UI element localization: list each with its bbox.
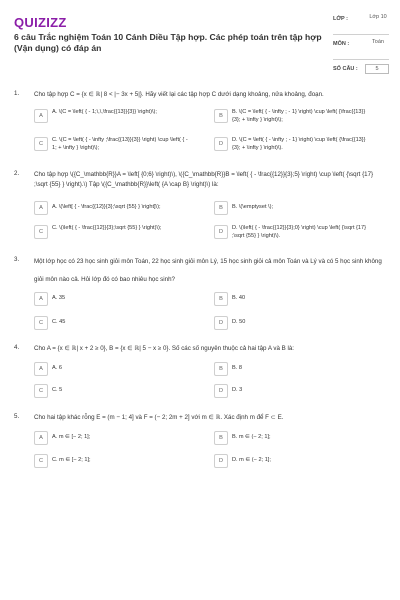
question-text: Cho tập hợp \({C_\mathbb{R}}A = \left[ {0;6} \right)\), \({C_\mathbb{R}}B = \left( { - \frac{{12}}{3};5} \right) \cup \left( {\sqrt {17} ;\sqrt {55} } \right).\) Tập \({C_\mathbb{R}}\left( {A \cap B} \right)\) là:: [34, 171, 374, 188]
worksheet-header: [0, 0, 400, 80]
question-text: Một lớp học có 23 học sinh giỏi môn Toán, 22 học sinh giỏi môn Lý, 15 học sinh giỏi cả môn Toán và Lý và có 5 học sinh không giỏi môn nào cả. Hỏi lớp đó có bao nhiêu học sinh?: [34, 258, 382, 283]
option-text: C. \(\left( { - \frac{{12}}{3};\sqrt {55} } \right)\);: [52, 225, 162, 231]
question-text: Cho tập hợp C = {x ∈ ℝ| 8 < |− 3x + 5|}. Hãy viết lại các tập hợp C dưới dạng khoảng, nửa khoảng, đoạn.: [34, 91, 324, 98]
option-text: D. \(\left( { - \frac{{12}}{3};0} \right) \cup \left( {\sqrt {17} ;\sqrt {55} } \right)\).: [232, 225, 367, 239]
option-letter: C: [34, 137, 48, 151]
option-text: D. m ∈ (− 2; 1];: [232, 457, 271, 463]
option-c[interactable]: [34, 451, 184, 470]
question-4: [14, 344, 386, 404]
question-text: Cho A = {x ∈ ℝ| x + 2 ≥ 0}, B = {x ∈ ℝ| 5 − x ≥ 0}. Số các số nguyên thuộc cả hai tập A và B là:: [34, 345, 295, 352]
option-letter: A: [34, 362, 48, 376]
option-text: A. \(C = \left( { - 1;\,\,\frac{{13}}{3}} \right)\);: [52, 109, 157, 115]
class-label: LỚP :: [333, 16, 348, 22]
question-5: [14, 413, 386, 473]
option-letter: A: [34, 201, 48, 215]
option-letter: C: [34, 454, 48, 468]
option-a[interactable]: [34, 359, 184, 378]
option-c[interactable]: [34, 134, 188, 153]
option-text: D. \(C = \left( { - \infty ; - 1} \right) \cup \left( {\frac{{13}}{3}; + \infty } \right)\).: [232, 137, 366, 151]
option-d[interactable]: [214, 451, 364, 470]
option-letter: B: [214, 201, 228, 215]
question-number: 4.: [14, 344, 20, 351]
option-text: D. 3: [232, 387, 243, 393]
worksheet-meta: [333, 14, 389, 88]
option-d[interactable]: [214, 381, 364, 400]
option-b[interactable]: [214, 198, 364, 217]
option-text: B. m ∈ (− 2; 1];: [232, 434, 271, 440]
option-c[interactable]: [34, 381, 184, 400]
option-text: A. m ∈ [− 2; 1];: [52, 434, 91, 440]
option-letter: D: [214, 454, 228, 468]
option-letter: D: [214, 137, 228, 151]
quizizz-logo: QUIZIZZ: [14, 15, 67, 30]
option-c[interactable]: [34, 313, 184, 332]
option-a[interactable]: [34, 289, 184, 308]
option-letter: B: [214, 292, 228, 306]
option-text: A. 35: [52, 295, 66, 301]
class-value: Lớp 10: [369, 14, 387, 20]
option-d[interactable]: [214, 222, 367, 241]
option-text: C. 45: [52, 319, 66, 325]
question-number: 5.: [14, 413, 20, 420]
worksheet-title: 6 câu Trắc nghiệm Toán 10 Cánh Diều Tập hợp. Các phép toán trên tập hợp (Vận dụng) có đáp án: [14, 32, 322, 53]
question-text: Cho hai tập khác rỗng E = (m − 1; 4] và F = (− 2; 2m + 2] với m ∈ ℝ. Xác định m để F ⊂ E.: [34, 414, 284, 421]
option-d[interactable]: [214, 313, 364, 332]
option-letter: B: [214, 431, 228, 445]
question-2: [14, 170, 386, 248]
question-3: [14, 256, 386, 334]
option-text: C. m ∈ [− 2; 1];: [52, 457, 91, 463]
option-text: A. \(\left[ { - \frac{{12}}{3};\sqrt {55} } \right]\);: [52, 204, 161, 210]
question-count-label: SỐ CÂU :: [333, 66, 358, 72]
option-a[interactable]: [34, 428, 184, 447]
question-number: 1.: [14, 90, 20, 97]
option-letter: A: [34, 292, 48, 306]
option-text: B. \(\emptyset \);: [232, 204, 274, 210]
option-letter: C: [34, 384, 48, 398]
option-letter: A: [34, 109, 48, 123]
option-text: B. \(C = \left( { - \infty ; - 1} \right) \cup \left( {\frac{{13}}{3}; + \infty } \right)\);: [232, 109, 366, 123]
option-text: B. 40: [232, 295, 246, 301]
subject-value: Toán: [372, 39, 384, 45]
option-letter: D: [214, 225, 228, 239]
option-letter: B: [214, 362, 228, 376]
subject-label: MÔN :: [333, 41, 350, 47]
option-letter: B: [214, 109, 228, 123]
option-text: C. \(C = \left( { - \infty ;\frac{{13}}{3}} \right) \cup \left( { - 1; + \infty } \right)\);: [52, 137, 188, 151]
option-letter: C: [34, 225, 48, 239]
question-number: 2.: [14, 170, 20, 177]
option-d[interactable]: [214, 134, 364, 153]
question-1: [14, 90, 386, 160]
option-letter: D: [214, 316, 228, 330]
option-b[interactable]: [214, 106, 364, 125]
option-text: C. 5: [52, 387, 63, 393]
option-letter: A: [34, 431, 48, 445]
option-c[interactable]: [34, 222, 184, 241]
option-text: D. 50: [232, 319, 246, 325]
option-b[interactable]: [214, 359, 364, 378]
option-b[interactable]: [214, 289, 364, 308]
question-number: 3.: [14, 256, 20, 263]
option-letter: D: [214, 384, 228, 398]
option-text: A. 6: [52, 365, 62, 371]
option-b[interactable]: [214, 428, 364, 447]
option-a[interactable]: [34, 106, 184, 125]
question-count-value: 5: [365, 64, 389, 74]
option-text: B. 8: [232, 365, 242, 371]
option-a[interactable]: [34, 198, 184, 217]
option-letter: C: [34, 316, 48, 330]
